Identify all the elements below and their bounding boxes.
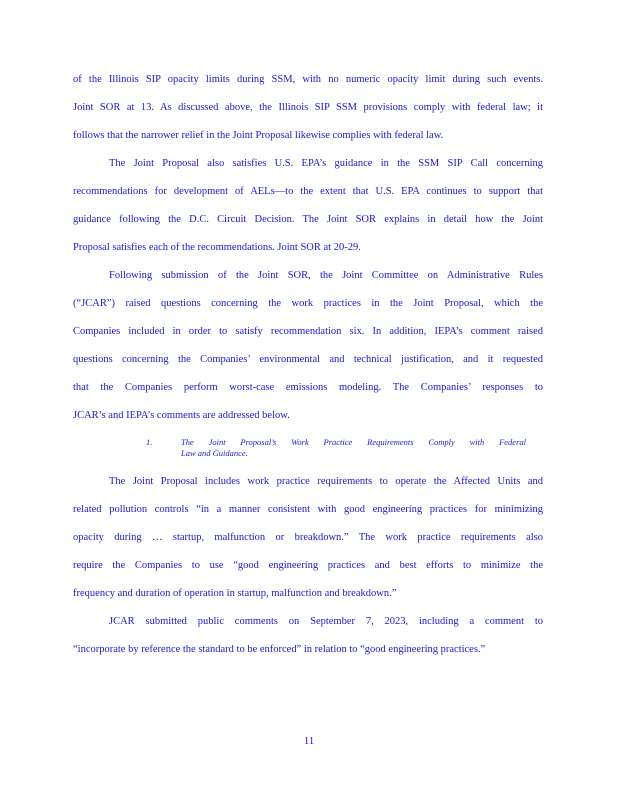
text-line: JCAR’s and IEPA’s comments are addressed below. bbox=[73, 410, 290, 421]
text-line: Proposal satisfies each of the recommendations. Joint SOR at 20-29. bbox=[73, 242, 361, 253]
page-number: 11 bbox=[303, 735, 315, 747]
heading-text bbox=[181, 437, 526, 459]
heading-line: The Joint Proposal’s Work Practice Requirements Comply with Federal bbox=[181, 437, 526, 447]
text-line: Following submission of the Joint SOR, the Joint Committee on Administrative Rules bbox=[109, 270, 543, 281]
text-line: questions concerning the Companies’ environmental and technical justification, and it requested bbox=[73, 354, 543, 365]
heading-number: 1. bbox=[146, 437, 153, 447]
text-line: frequency and duration of operation in startup, malfunction and breakdown.” bbox=[73, 588, 397, 599]
text-line: Companies included in order to satisfy recommendation six. In addition, IEPA’s comment raised bbox=[73, 326, 543, 337]
text-line: (“JCAR”) raised questions concerning the work practices in the Joint Proposal, which the bbox=[73, 298, 543, 309]
text-line: related pollution controls “in a manner consistent with good engineering practices for minimizing bbox=[73, 504, 543, 515]
text-line: recommendations for development of AELs—to the extent that U.S. EPA continues to support that bbox=[73, 186, 543, 197]
text-line: opacity during … startup, malfunction or breakdown.” The work practice requirements also bbox=[73, 532, 543, 543]
text-line: Joint SOR at 13. As discussed above, the Illinois SIP SSM provisions comply with federal law; it bbox=[73, 102, 543, 113]
text-line: The Joint Proposal also satisfies U.S. EPA’s guidance in the SSM SIP Call concerning bbox=[109, 158, 543, 169]
text-line: follows that the narrower relief in the Joint Proposal likewise complies with federal law. bbox=[73, 130, 444, 141]
text-line: JCAR submitted public comments on September 7, 2023, including a comment to bbox=[109, 616, 543, 627]
heading-line: Law and Guidance. bbox=[181, 448, 248, 458]
text-line: of the Illinois SIP opacity limits during SSM, with no numeric opacity limit during such events. bbox=[73, 74, 543, 85]
text-line: The Joint Proposal includes work practice requirements to operate the Affected Units and bbox=[109, 476, 543, 487]
text-line: “incorporate by reference the standard to be enforced” in relation to “good engineering practices.” bbox=[73, 644, 486, 655]
text-line: require the Companies to use “good engineering practices and best efforts to minimize the bbox=[73, 560, 543, 571]
text-line: guidance following the D.C. Circuit Decision. The Joint SOR explains in detail how the Joint bbox=[73, 214, 543, 225]
text-line: that the Companies perform worst-case emissions modeling. The Companies’ responses to bbox=[73, 382, 543, 393]
